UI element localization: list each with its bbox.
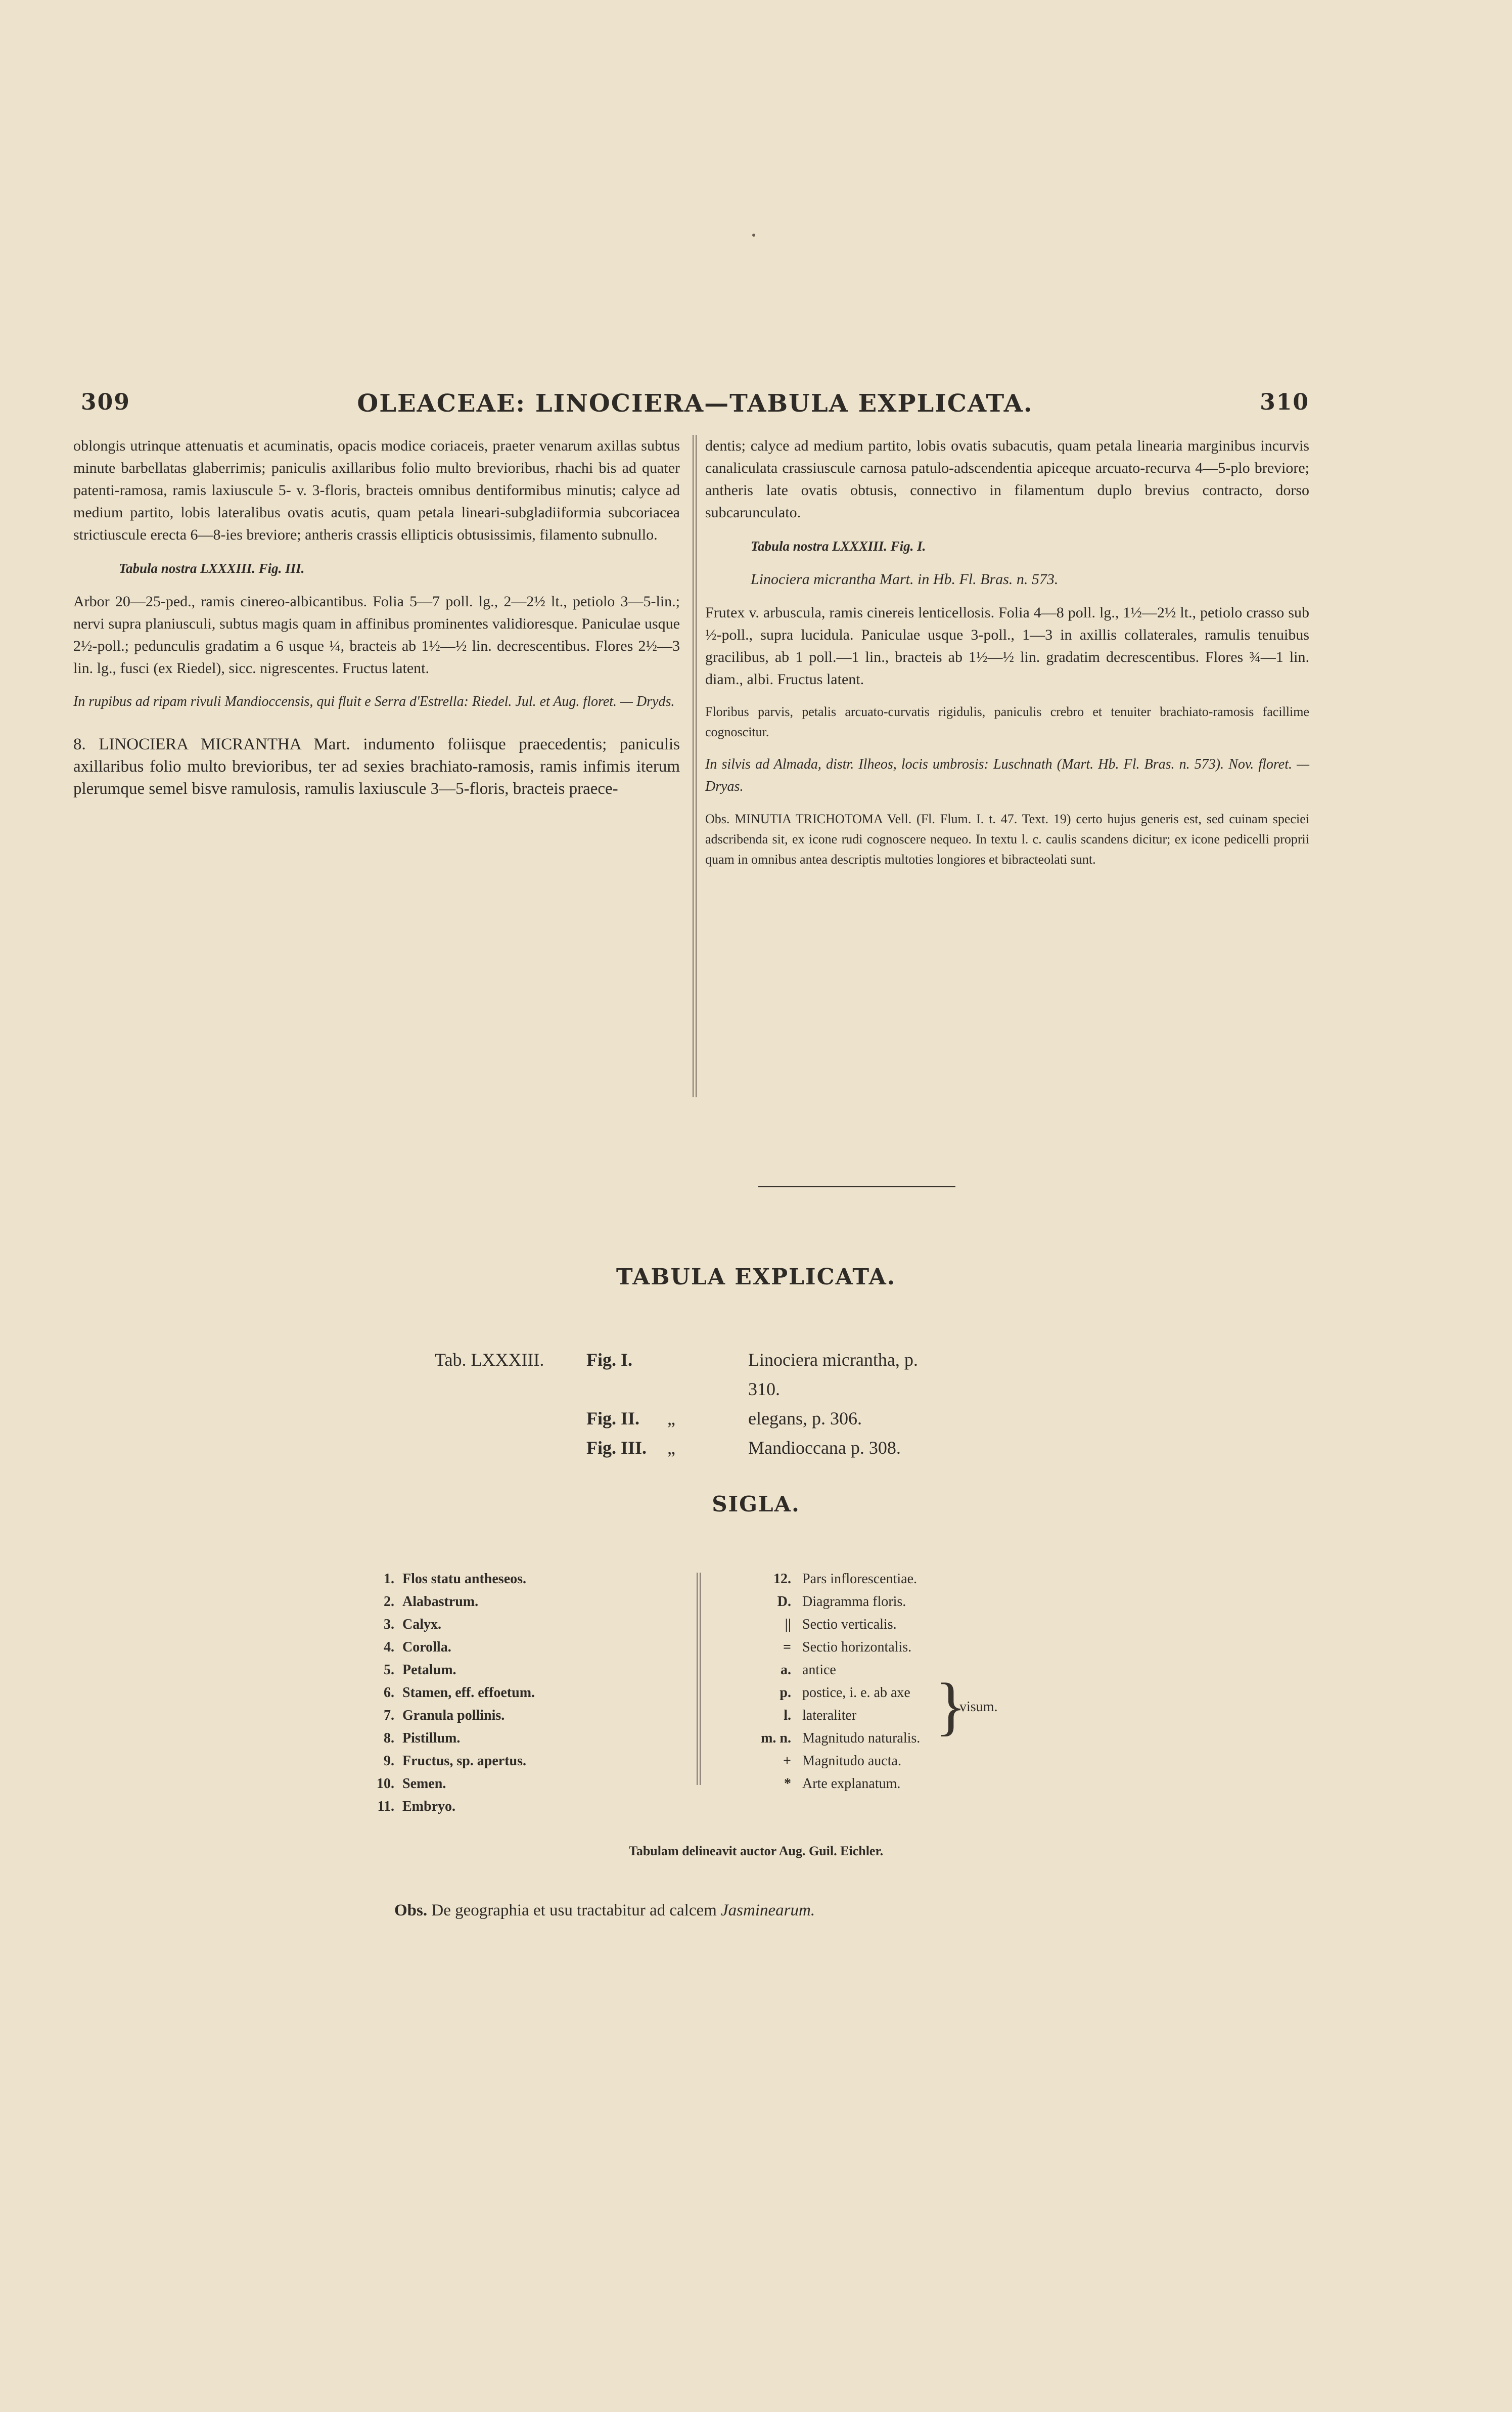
page-number-left: 309 (81, 389, 130, 415)
sigla-item: 12. Pars inflorescentiae. (773, 1571, 918, 1587)
sigla-item: m. n. Magnitudo naturalis. (761, 1730, 921, 1746)
observation-note: Obs. MINUTIA TRICHOTOMA Vell. (Fl. Flum. I. t. 47. Text. 19) certo hujus generis est, sed cuinam speciei adscribenda sit, ex icone rudi cognoscere nequeo. In textu l. c. caulis scandens dicitur; ex icone pedicelli proprii quam in omnibus antea descriptis multoties longiores et bibracteolati sunt. (705, 812, 1309, 867)
right-column (705, 435, 1309, 881)
description-paragraph: oblongis utrinque attenuatis et acuminatis, opacis modice coriaceis, praeter venarum axillas subtus minute barbellatas glaberrimis; paniculis axillaribus folio multo brevioribus, rhachi bis ad quater patenti-ramosa, ramis laxiuscule 5- v. 3-floris, bracteis omnibus dentiformibus minutis; calyce ad medium partito, lobis lateralibus ovatis acutis, quam petala lineari-subgladiiformia subcoriacea strictiuscule erecta 6—8-ies breviore; antheris crassis ellipticis obtusissimis, filamento subnullo. (73, 437, 680, 543)
description-paragraph: Frutex v. arbuscula, ramis cinereis lenticellosis. Folia 4—8 poll. lg., 1½—2½ lt., petiolo crasso sub ½-poll., supra lucidula. Paniculae usque 3-poll., 1—3 in axillis collaterales, ramulis tenuibus gracilibus, ab 1 poll.—1 lin., bracteis ab 1½—½ lin. gradatim decrescentibus. Flores ¾—1 lin. diam., albi. Fructus latent. (705, 604, 1309, 688)
section-rule (758, 1186, 955, 1187)
sigla-right-list (725, 1568, 920, 1795)
plate-number (435, 1404, 586, 1433)
plate-number (435, 1433, 586, 1462)
visum-label: visum. (959, 1699, 998, 1715)
ditto-mark (667, 1345, 748, 1404)
sigla-heading: SIGLA. (712, 1492, 800, 1516)
herbarium-reference: Linociera micrantha Mart. in Hb. Fl. Bras. n. 573. (751, 571, 1059, 588)
obs-text: De geographia et usu tractabitur ad calcem (431, 1901, 717, 1919)
page-number-right: 310 (1260, 389, 1309, 415)
figure-caption: elegans, p. 306. (748, 1408, 862, 1428)
figure-number: Fig. I. (586, 1350, 633, 1370)
sigla-item: p. postice, i. e. ab axe (780, 1685, 910, 1701)
sigla-left-list (354, 1568, 535, 1818)
final-observation (394, 1901, 815, 1920)
ditto-mark: „ (667, 1438, 675, 1458)
diagnostic-note: Floribus parvis, petalis arcuato-curvatis rigidulis, paniculis crebro et tenuiter brachiato-ramosis facillime cognoscitur. (705, 704, 1309, 739)
sigla-item: * Arte explanatum. (784, 1776, 901, 1792)
figure-number: Fig. II. (586, 1408, 640, 1428)
figure-caption: Linociera micrantha, p. 310. (748, 1350, 918, 1399)
sigla-item: 3. Calyx. (384, 1617, 441, 1632)
plate-row (435, 1345, 950, 1404)
sigla-item: a. antice (781, 1662, 836, 1678)
plate-credit: Tabulam delineavit auctor Aug. Guil. Eichler. (628, 1844, 884, 1858)
sigla-item: 2. Alabastrum. (384, 1594, 479, 1610)
figure-caption: Mandioccana p. 308. (748, 1438, 901, 1458)
sigla-item: 10. Semen. (377, 1776, 446, 1792)
tabula-explicata-heading: TABULA EXPLICATA. (616, 1264, 896, 1290)
plate-row (435, 1404, 950, 1433)
ditto-mark: „ (667, 1408, 675, 1428)
species-heading: 8. LINOCIERA MICRANTHA Mart. indumento foliisque praecedentis; paniculis axillaribus folio multo brevioribus, ter ad sexies brachiato-ramosis, ramis infimis iterum plerumque semel bisve ramulosis, ramulis laxiuscule 3—5-floris, bracteis praece- (73, 735, 680, 798)
running-title: OLEACEAE: LINOCIERA—TABULA EXPLICATA. (357, 389, 1033, 418)
tabula-reference: Tabula nostra LXXXIII. Fig. I. (751, 539, 926, 554)
sigla-item: 5. Petalum. (384, 1662, 456, 1678)
sigla-item: 4. Corolla. (384, 1639, 451, 1655)
sigla-item: 9. Fructus, sp. apertus. (384, 1753, 527, 1769)
obs-prefix: Obs. (394, 1901, 428, 1919)
sigla-item: || Sectio verticalis. (785, 1617, 897, 1632)
column-divider (696, 435, 697, 1097)
locality-paragraph: In rupibus ad ripam rivuli Mandioccensis, qui fluit e Serra d'Estrella: Riedel. Jul. et Aug. floret. — Dryds. (73, 694, 675, 709)
obs-italic: Jasminearum. (721, 1901, 815, 1919)
plate-row (435, 1433, 950, 1462)
sigla-item: 7. Granula pollinis. (384, 1708, 505, 1723)
sigla-item: 11. Embryo. (377, 1799, 455, 1814)
figure-number: Fig. III. (586, 1438, 647, 1458)
sigla-item: D. Diagramma floris. (777, 1594, 906, 1610)
sigla-item: = Sectio horizontalis. (783, 1639, 912, 1655)
sigla-item: 8. Pistillum. (384, 1730, 461, 1746)
left-column (73, 435, 680, 811)
sigla-divider (697, 1573, 698, 1785)
sigla-divider (700, 1573, 701, 1785)
description-paragraph: Arbor 20—25-ped., ramis cinereo-albicantibus. Folia 5—7 poll. lg., 2—2½ lt., petiolo 3—5-lin.; nervi supra planiusculi, subtus magis quam in affinibus prominentes validioresque. Paniculae usque 2½-poll.; pedunculis gradatim a 6 usque ¼, bracteis ab 1½—½ lin. decrescentibus. Flores 2½—3 lin. lg., fusci (ex Riedel), sicc. nigrescentes. Fructus latent. (73, 593, 680, 677)
sigla-item: 1. Flos statu antheseos. (384, 1571, 527, 1587)
plate-number: Tab. LXXXIII. (435, 1350, 544, 1370)
right-brace-icon: } (935, 1670, 967, 1742)
running-header (81, 389, 1309, 420)
tabula-reference: Tabula nostra LXXXIII. Fig. III. (119, 561, 305, 576)
sigla-item: + Magnitudo aucta. (783, 1753, 901, 1769)
sigla-item: l. lateraliter (784, 1708, 857, 1723)
plate-explanation (435, 1345, 950, 1462)
column-divider (693, 435, 694, 1097)
description-paragraph: dentis; calyce ad medium partito, lobis ovatis subacutis, quam petala linearia marginibus incurvis canaliculata crassiuscule carnosa patulo-adscendentia apiceque arcuato-recurva 4—5-plo breviore; antheris late ovatis obtusis, connectivo in filamentum duplo brevius contracto, dorso subcarunculato. (705, 437, 1309, 521)
locality-paragraph: In silvis ad Almada, distr. Ilheos, locis umbrosis: Luschnath (Mart. Hb. Fl. Bras. n. 573). Nov. floret. — Dryas. (705, 756, 1309, 794)
page-speck (752, 234, 755, 237)
sigla-item: 6. Stamen, eff. effoetum. (384, 1685, 535, 1701)
